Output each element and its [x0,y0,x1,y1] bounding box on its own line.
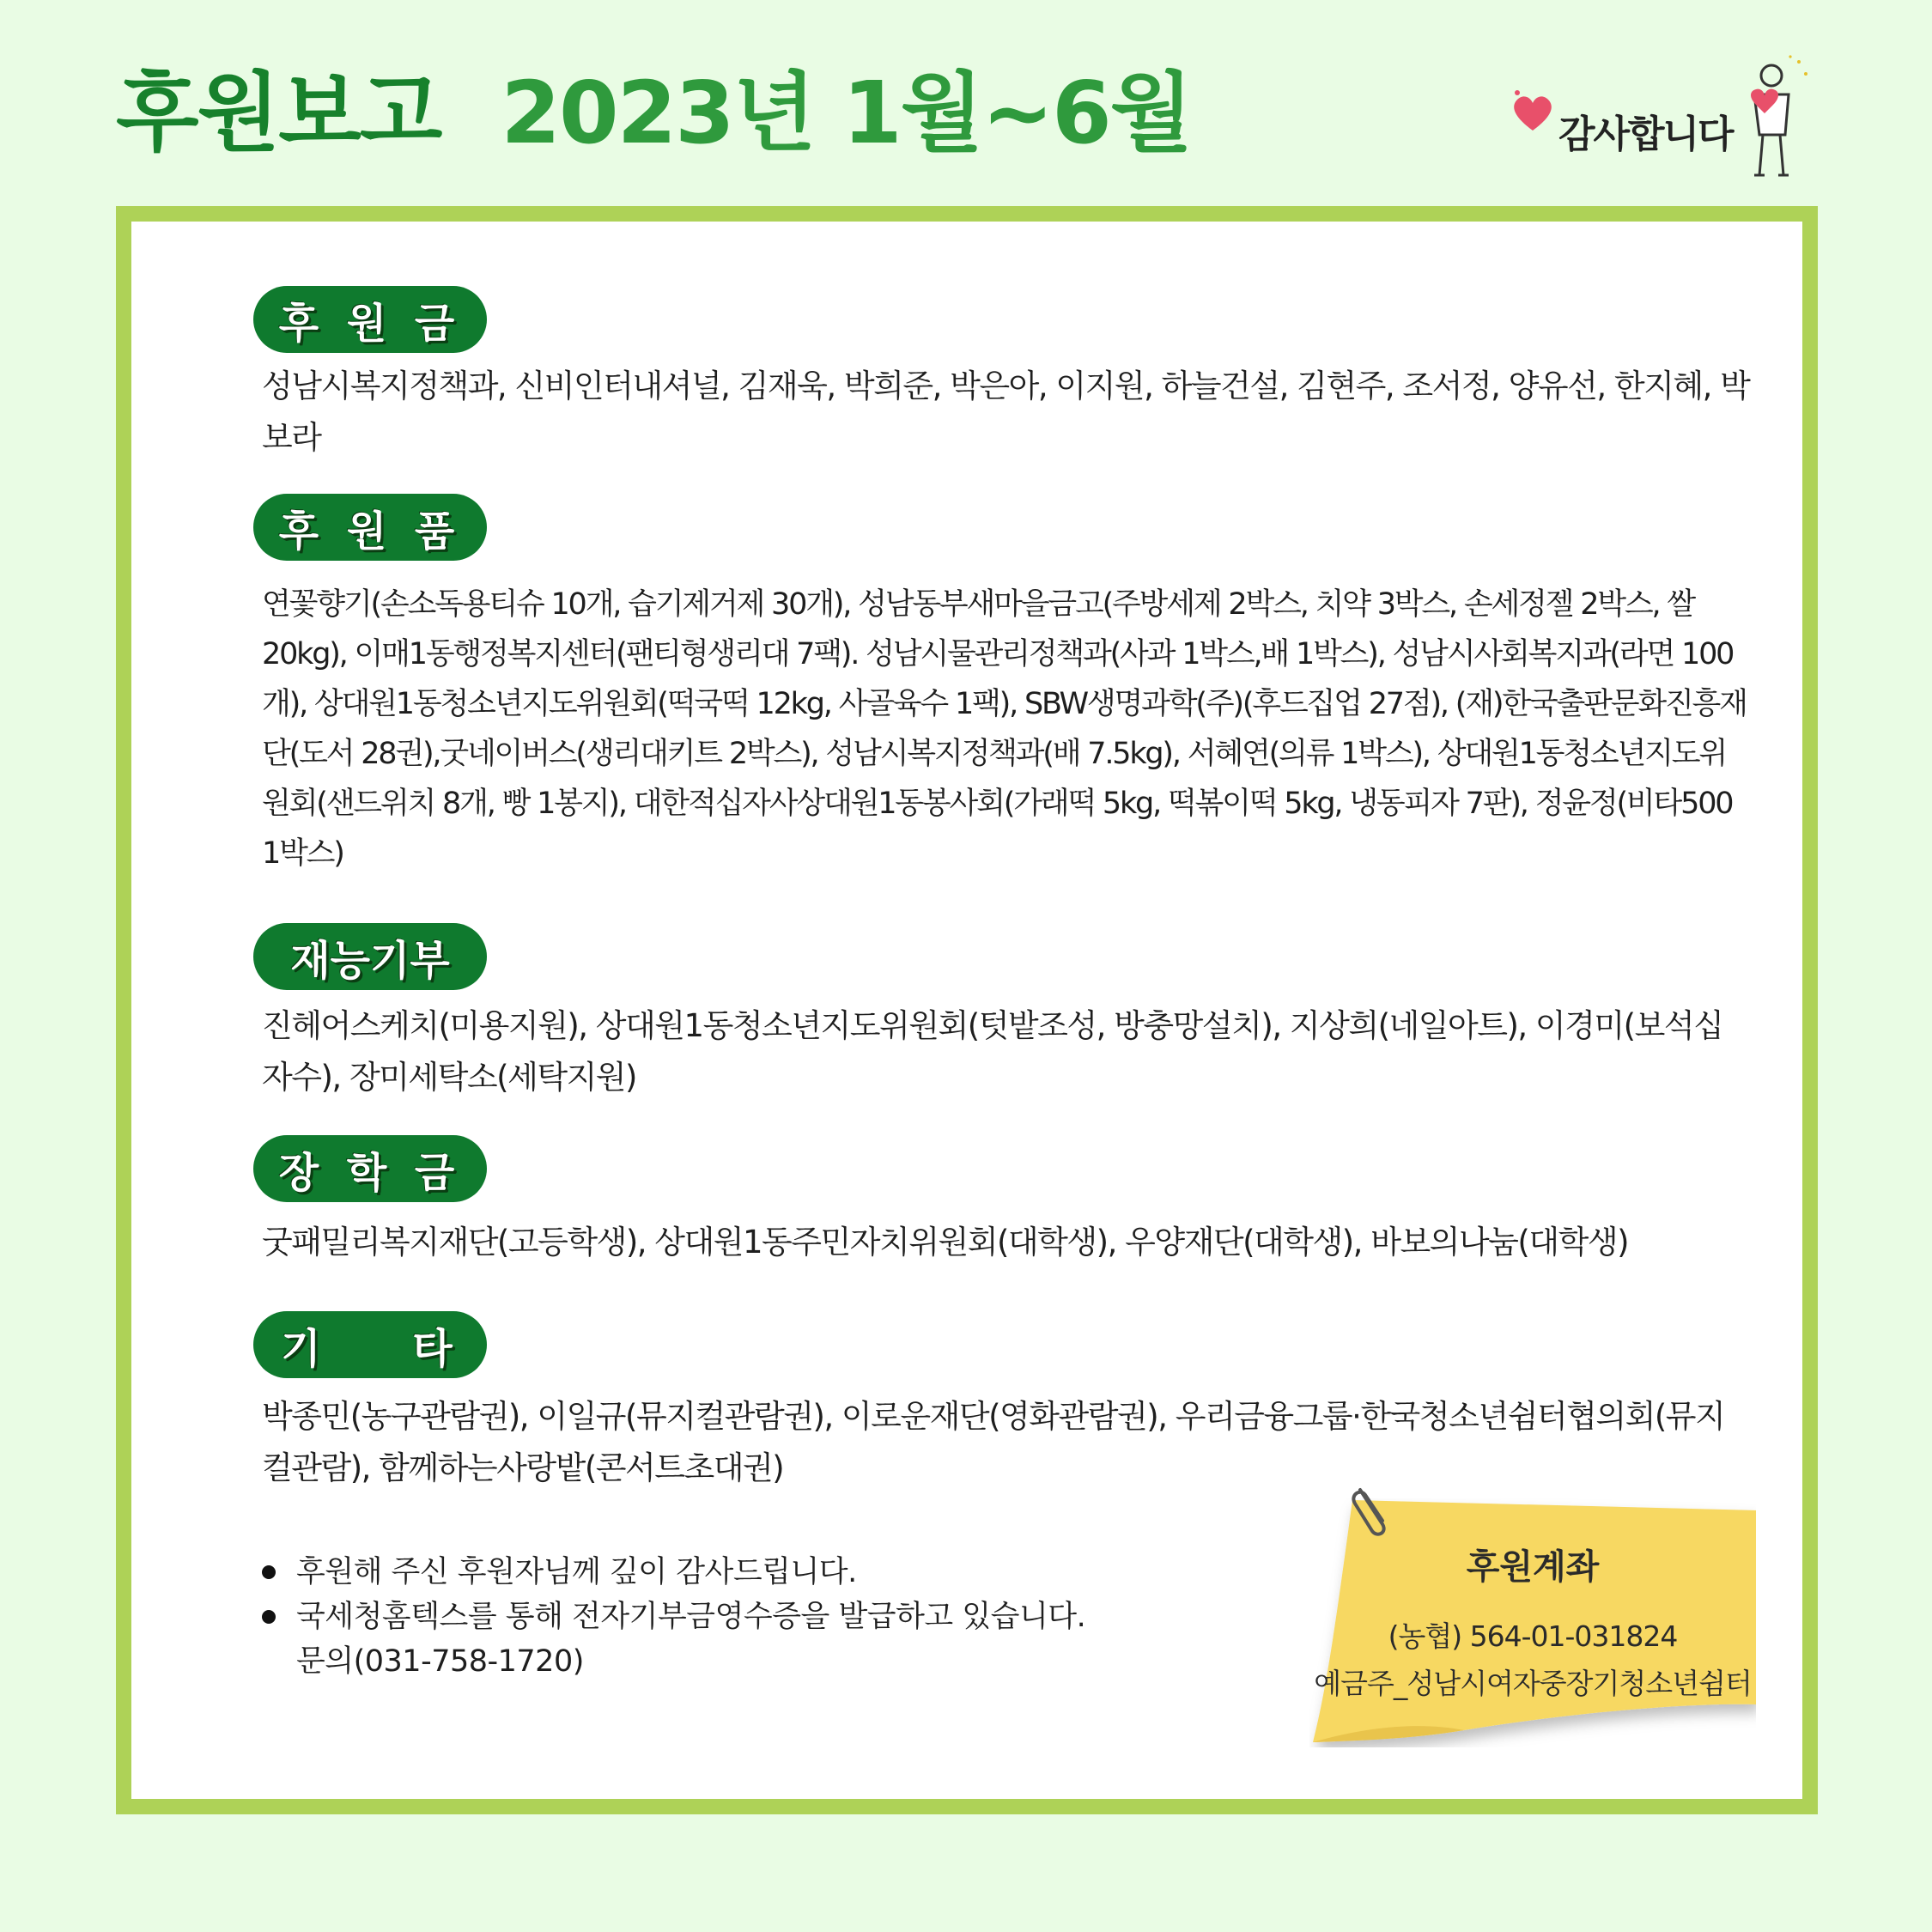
section-label-goods: 후 원 품 [253,494,487,561]
page-title [116,53,1191,173]
note-item: 후원해 주신 후원자님께 깊이 감사드립니다. [258,1550,1288,1595]
account-title: 후원계좌 [1466,1546,1600,1587]
paperclip-icon [1348,1473,1400,1541]
heart-icon [1507,86,1558,137]
bullet-icon [262,1610,276,1624]
account-holder: 예금주_성남시여자중장기청소년쉼터 [1314,1667,1752,1700]
section-label-talent: 재능기부 [253,923,487,990]
thanks-text: 감사합니다 [1558,112,1733,156]
section-label-scholarship: 장 학 금 [253,1135,487,1202]
section-label-donation: 후 원 금 [253,286,487,353]
section-text-talent: 진헤어스케치(미용지원), 상대원1동청소년지도위원회(텃밭조성, 방충망설치), 지상희(네일아트), 이경미(보석십자수), 장미세탁소(세탁지원) [262,1007,1723,1096]
title-text: 후원보고 [116,63,441,163]
note-item: 국세청홈텍스를 통해 전자기부금영수증을 발급하고 있습니다. [258,1595,1288,1639]
section-text-scholarship: 굿패밀리복지재단(고등학생), 상대원1동주민자치위원회(대학생), 우양재단(대학생), 바보의나눔(대학생) [262,1224,1629,1261]
account-number: (농협) 564-01-031824 [1388,1619,1678,1653]
period-text: 2023년 1월~6월 [501,63,1192,163]
section-text-donation: 성남시복지정책과, 신비인터내셔널, 김재욱, 박희준, 박은아, 이지원, 하늘건설, 김현주, 조서정, 양유선, 한지혜, 박보라 [262,368,1750,456]
notes-list [258,1550,1288,1684]
section-text-other: 박종민(농구관람권), 이일규(뮤지컬관람권), 이로운재단(영화관람권), 우리금융그룹·한국청소년쉼터협의회(뮤지컬관람), 함께하는사랑밭(콘서트초대권) [262,1398,1725,1486]
contact-text: 문의(031-758-1720) [296,1644,584,1679]
bullet-icon [262,1565,276,1579]
section-label-other: 기 타 [253,1311,487,1378]
person-with-heart-icon [1730,53,1812,182]
thanks-illustration [1507,60,1799,189]
account-sticky-note [1309,1498,1756,1747]
section-text-goods: 연꽃향기(손소독용티슈 10개, 습기제거제 30개), 성남동부새마을금고(주방세제 2박스, 치약 3박스, 손세정젤 2박스, 쌀 20kg), 이매1동행정복지센터(팬티형생리대 7팩). 성남시물관리정책과(사과 1박스,배 1박스), 성남시사회복지과(라면 100개), 상대원1동청소년지도위원회(떡국떡 12kg, 사골육수 1팩), SBW생명과학(주)(후드집업 27점), (재)한국출판문화진흥재단(도서 28권),굿네이버스(생리대키트 2박스), 성남시복지정책과(배 7.5kg), 서혜연(의류 1박스), 상대원1동청소년지도위원회(샌드위치 8개, 빵 1봉지), 대한적십자사상대원1동봉사회(가래떡 5kg, 떡볶이떡 5kg, 냉동피자 7판), 정윤정(비타500 1박스) [262,587,1747,871]
